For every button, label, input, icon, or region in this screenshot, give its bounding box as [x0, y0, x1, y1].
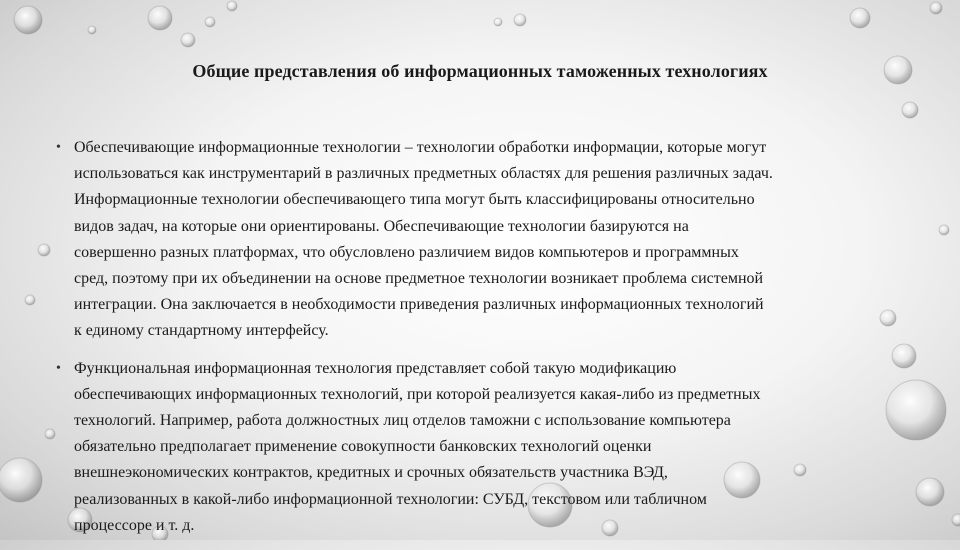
bullet-line: совершенно разных платформах, что обусловлено различием видов компьютеров и программных — [74, 243, 739, 261]
water-drop — [205, 17, 215, 27]
bullet-line: интеграции. Она заключается в необходимости приведения различных информационных технологий — [74, 296, 764, 314]
bullet-line: обеспечивающих информационных технологий, при которой реализуется какая-либо из предметных — [74, 385, 761, 403]
water-drop — [148, 6, 172, 30]
water-drop — [902, 102, 918, 118]
slide-title: Общие представления об информационных таможенных технологиях — [192, 61, 768, 81]
bullet-line: технологий. Например, работа должностных лиц отделов таможни с использование компьютера — [74, 412, 731, 430]
water-drop — [25, 295, 35, 305]
water-drop — [14, 6, 42, 34]
bullet-item — [54, 135, 934, 345]
water-drop — [181, 33, 195, 47]
bullet-line: Функциональная информационная технология представляет собой такую модификацию — [74, 359, 677, 377]
water-drop — [952, 514, 960, 526]
water-drop — [0, 458, 42, 502]
bullet-marker: • — [56, 140, 61, 155]
water-drop — [227, 1, 237, 11]
water-drop — [939, 225, 949, 235]
bullet-line: Обеспечивающие информационные технологии – технологии обработки информации, которые могут — [74, 139, 767, 156]
bullet-line: внешнеэкономических контрактов, кредитных и срочных обязательств участника ВЭД, — [74, 464, 668, 482]
bullet-list — [54, 135, 934, 550]
bullet-item — [54, 356, 934, 539]
water-drop — [494, 18, 502, 26]
bullet-line: Информационные технологии обеспечивающего типа могут быть классифицированы относительно — [74, 191, 755, 209]
water-drop — [850, 8, 870, 28]
bullet-line: реализованных в какой-либо информационной технологии: СУБД, текстовом или табличном — [74, 490, 707, 508]
water-drop — [930, 2, 942, 14]
water-drop — [88, 26, 96, 34]
bullet-line: использоваться как инструментарий в различных предметных областях для решения различных задач. — [74, 165, 773, 183]
bullet-line: процессоре и т. д. — [74, 516, 195, 534]
bullet-marker: • — [56, 360, 61, 376]
bullet-line: видов задач, на которые они ориентированы. Обеспечивающие технологии базируются на — [74, 217, 689, 235]
bullet-line: к единому стандартному интерфейсу. — [74, 322, 329, 340]
water-drop — [514, 14, 526, 26]
water-drop — [38, 244, 50, 256]
bullet-line: сред, поэтому при их объединении на основе предметное технологии возникает проблема системной — [74, 270, 764, 288]
bullet-line: обязательно предполагает применение совокупности банковских технологий оценки — [74, 438, 652, 456]
